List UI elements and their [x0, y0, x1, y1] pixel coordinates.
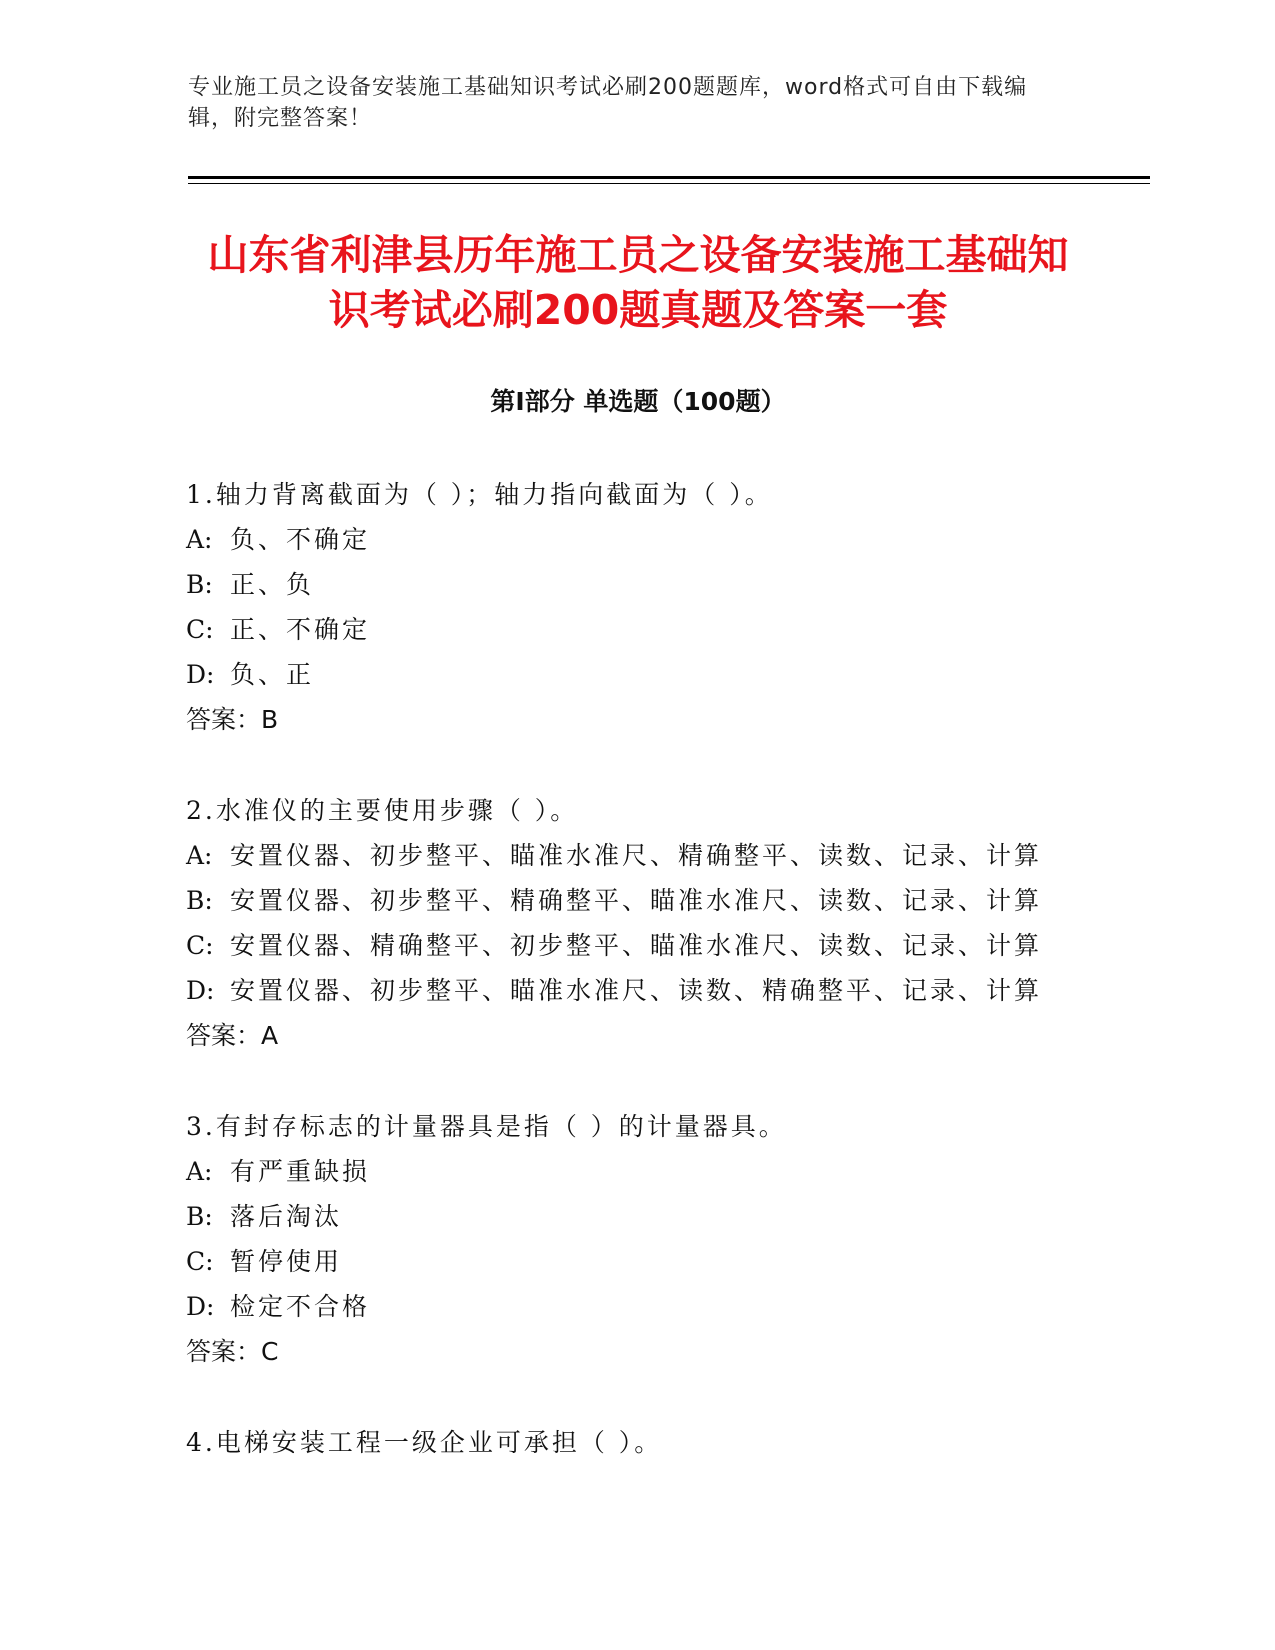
answer-option	[186, 607, 1086, 652]
document-title: 山东省利津县历年施工员之设备安装施工基础知识考试必刷200题真题及答案一套	[207, 231, 1069, 334]
answer-option	[186, 1194, 1086, 1239]
option-letter: C:	[186, 615, 214, 644]
option-text: 正、负	[230, 570, 315, 599]
answer-line	[186, 1329, 1086, 1374]
answer-line	[186, 1013, 1086, 1058]
answer-value: A	[261, 1021, 279, 1050]
answer-option	[186, 833, 1086, 878]
option-letter: A:	[186, 841, 213, 870]
option-text: 有严重缺损	[230, 1157, 371, 1186]
option-letter: D:	[186, 660, 215, 689]
question-item	[186, 1104, 1086, 1374]
answer-label: 答案：	[186, 1021, 262, 1050]
option-letter: D:	[186, 1292, 215, 1321]
option-text: 负、不确定	[230, 525, 371, 554]
question-list	[186, 472, 1086, 1511]
option-letter: B:	[186, 1202, 213, 1231]
answer-option	[186, 1284, 1086, 1329]
question-stem: 4.电梯安装工程一级企业可承担（ ）。	[186, 1428, 663, 1457]
answer-option	[186, 968, 1086, 1013]
option-text: 安置仪器、初步整平、精确整平、瞄准水准尺、读数、记录、计算	[230, 886, 1043, 915]
answer-option	[186, 878, 1086, 923]
option-letter: D:	[186, 976, 215, 1005]
header-divider-thick	[188, 176, 1150, 179]
question-stem: 1.轴力背离截面为（ ）；轴力指向截面为（ ）。	[186, 480, 773, 509]
option-text: 负、正	[230, 660, 315, 689]
option-letter: C:	[186, 1247, 214, 1276]
question-item	[186, 788, 1086, 1058]
answer-option	[186, 517, 1086, 562]
answer-label: 答案：	[186, 1337, 262, 1366]
answer-value: C	[261, 1337, 279, 1366]
option-text: 安置仪器、初步整平、瞄准水准尺、读数、精确整平、记录、计算	[230, 976, 1043, 1005]
answer-option	[186, 1149, 1086, 1194]
option-text: 暂停使用	[230, 1247, 343, 1276]
answer-label: 答案：	[186, 705, 262, 734]
option-text: 落后淘汰	[230, 1202, 343, 1231]
option-text: 正、不确定	[230, 615, 371, 644]
answer-option	[186, 652, 1086, 697]
answer-option	[186, 562, 1086, 607]
answer-option	[186, 923, 1086, 968]
header-note: 专业施工员之设备安装施工基础知识考试必刷200题题库，word格式可自由下载编辑，附完整答案！	[188, 75, 1028, 131]
question-item	[186, 472, 1086, 742]
option-letter: B:	[186, 570, 213, 599]
answer-value: B	[261, 705, 279, 734]
option-letter: A:	[186, 1157, 213, 1186]
answer-option	[186, 1239, 1086, 1284]
option-text: 检定不合格	[230, 1292, 371, 1321]
option-letter: A:	[186, 525, 213, 554]
header-divider-thin	[188, 183, 1150, 184]
question-stem: 3.有封存标志的计量器具是指（ ）的计量器具。	[186, 1112, 787, 1141]
question-stem: 2.水准仪的主要使用步骤（ ）。	[186, 796, 579, 825]
option-text: 安置仪器、初步整平、瞄准水准尺、精确整平、读数、记录、计算	[230, 841, 1043, 870]
option-letter: C:	[186, 931, 214, 960]
option-letter: B:	[186, 886, 213, 915]
option-text: 安置仪器、精确整平、初步整平、瞄准水准尺、读数、记录、计算	[230, 931, 1043, 960]
section-heading: 第Ⅰ部分 单选题（100题）	[490, 387, 786, 416]
answer-line	[186, 697, 1086, 742]
question-item	[186, 1420, 1086, 1465]
